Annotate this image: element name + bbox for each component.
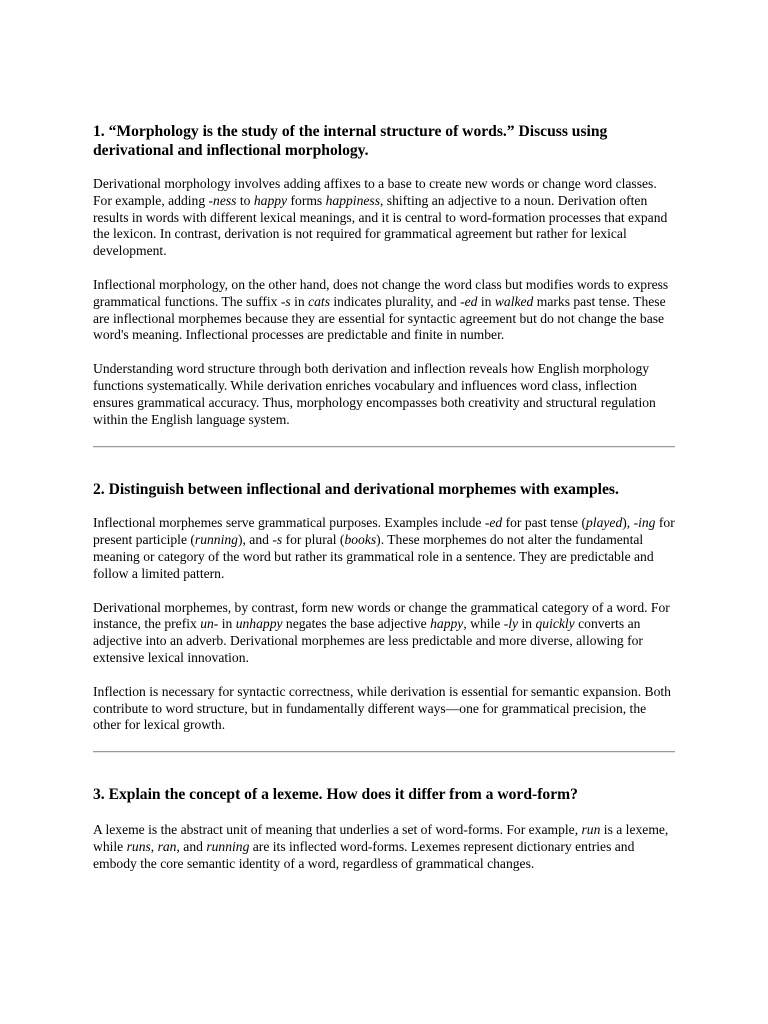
text-run: Understanding word structure through both derivation and inflection reveals how English morphology functions systematically. While derivation enriches vocabulary and influences word class, inflection ensures grammatical accuracy. Thus, morphology encompasses both creativity and structural regulation within the English language system. [93, 361, 656, 427]
paragraph [93, 684, 675, 734]
text-run: ), and [237, 532, 273, 548]
text-run: Inflection is necessary for syntactic correctness, while derivation is essential for semantic expansion. Both contribute to word structure, but in fundamentally different ways—one for grammatical precision, the other for lexical growth. [93, 683, 671, 733]
italic-term: quickly [535, 616, 575, 632]
text-run: , and [176, 838, 207, 854]
text-run: A lexeme is the abstract unit of meaning that underlies a set of word-forms. For example, [93, 822, 582, 838]
italic-term: un- [200, 616, 219, 632]
section-3 [93, 785, 675, 872]
italic-term: -ly [503, 616, 519, 632]
italic-term: run [581, 822, 601, 838]
section-1 [93, 122, 675, 428]
section-divider [93, 446, 675, 448]
italic-term: happy [253, 192, 288, 208]
italic-term: runs [126, 838, 151, 854]
italic-term: played [586, 515, 623, 531]
text-run: Inflectional morphemes serve grammatical purposes. Examples include [93, 515, 485, 531]
italic-term: running [206, 838, 250, 854]
italic-term: ran [157, 838, 177, 854]
text-run: in [218, 616, 236, 632]
text-run: marks past tense. These are inflectional morphemes because they are essential for syntactic agreement but do not change the base word's meaning. Inflectional processes are predictable and finite in number. [93, 293, 666, 343]
text-run: Inflectional morphology, on the other hand, does not change the word class but modifies words to express grammatical functions. The suffix [93, 276, 669, 309]
text-run: Derivational morphology involves adding affixes to a base to create new words or change word classes. For example, adding [93, 176, 657, 208]
italic-term: -ed [484, 515, 503, 531]
italic-term: happiness [325, 192, 380, 208]
italic-term: -ed [460, 293, 478, 309]
text-run: , while [463, 616, 504, 632]
text-run: indicates plurality, and [330, 293, 461, 309]
italic-term: -ness [208, 192, 237, 208]
paragraph [93, 600, 675, 667]
paragraph [93, 822, 675, 872]
italic-term: running [194, 532, 238, 548]
text-run: to [236, 192, 254, 208]
italic-term: cats [308, 293, 330, 309]
italic-term: happy [430, 616, 464, 632]
italic-term: books [344, 532, 377, 548]
section-2 [93, 480, 675, 734]
text-run: forms [287, 192, 326, 208]
text-run: converts an adjective into an adverb. Derivational morphemes are less predictable and more diverse, allowing for extensive lexical innovation. [93, 616, 643, 665]
document-page [93, 122, 675, 873]
text-run: Derivational morphemes, by contrast, form new words or change the grammatical category of a word. For instance, the prefix [93, 599, 670, 632]
text-run: is a lexeme, while [93, 822, 669, 854]
italic-term: -s [272, 532, 283, 548]
question-heading-2: 2. Distinguish between inflectional and derivational morphemes with examples. [93, 481, 619, 499]
italic-term: -ing [633, 515, 656, 531]
paragraph [93, 515, 675, 582]
italic-term: walked [494, 293, 534, 309]
section-divider [93, 751, 675, 753]
paragraph [93, 277, 675, 344]
text-run: ). These morphemes do not alter the fundamental meaning or category of the word but rather its grammatical role in a sentence. They are predictable and follow a limited pattern. [93, 532, 654, 581]
paragraph [93, 176, 675, 260]
text-run: are its inflected word-forms. Lexemes represent dictionary entries and embody the core semantic identity of a word, regardless of grammatical changes. [93, 838, 635, 871]
italic-term: unhappy [235, 616, 283, 632]
text-run: ), [622, 515, 634, 531]
text-run: negates the base adjective [282, 616, 431, 632]
text-run: for present participle ( [93, 515, 675, 548]
question-heading-1: 1. “Morphology is the study of the internal structure of words.” Discuss using derivational and inflectional morphology. [93, 123, 608, 159]
text-run: in [290, 293, 309, 309]
text-run: , shifting an adjective to a noun. Derivation often results in words with different lexical meanings, and it is central to word-formation processes that expand the lexicon. In contrast, derivation is not required for grammatical agreement but rather for lexical development. [93, 192, 668, 259]
text-run: in [518, 616, 536, 632]
question-heading-3: 3. Explain the concept of a lexeme. How does it differ from a word-form? [93, 786, 578, 804]
text-run: for past tense ( [502, 515, 586, 531]
text-run: , [150, 838, 158, 854]
text-run: for plural ( [282, 532, 345, 548]
paragraph [93, 361, 675, 428]
italic-term: -s [280, 293, 291, 309]
text-run: in [477, 293, 495, 309]
